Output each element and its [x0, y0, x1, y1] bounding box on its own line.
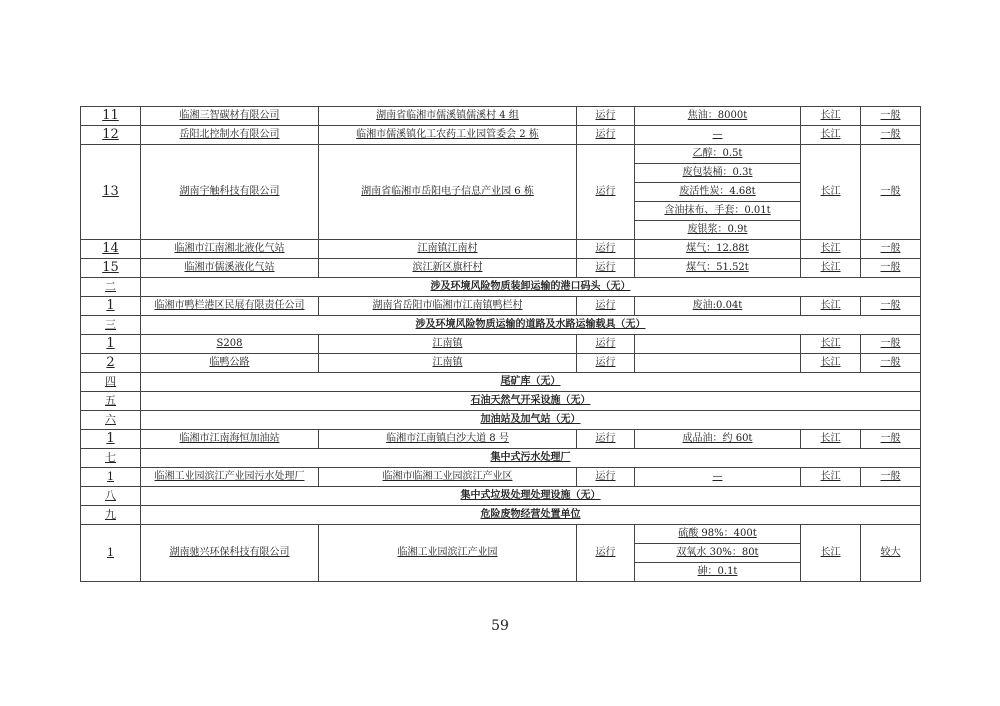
company-name: 临湘市江南海恒加油站 [141, 430, 319, 449]
section-number: 四 [81, 373, 141, 392]
row-number: 13 [81, 145, 141, 240]
section-title: 石油天然气开采设施（无） [141, 392, 921, 411]
risk-level: 一般 [861, 297, 921, 316]
section-number: 二 [81, 278, 141, 297]
risk-material: 废油:0.04t [635, 297, 801, 316]
company-name: 临鸭公路 [141, 354, 319, 373]
section-number: 八 [81, 487, 141, 506]
risk-material [635, 354, 801, 373]
river: 长江 [801, 335, 861, 354]
section-title: 尾矿库（无） [141, 373, 921, 392]
address: 临湘工业园滨江产业园 [319, 525, 577, 582]
risk-level: 较大 [861, 525, 921, 582]
row-number: 11 [81, 107, 141, 126]
section-title: 集中式污水处理厂 [141, 449, 921, 468]
section-row [81, 392, 921, 411]
row-number: 2 [81, 354, 141, 373]
section-row [81, 411, 921, 430]
section-row [81, 506, 921, 525]
section-title: 集中式垃圾处理处理设施（无） [141, 487, 921, 506]
table-row [81, 335, 921, 354]
table-row [81, 126, 921, 145]
company-name: 临湘市儒溪液化气站 [141, 259, 319, 278]
status: 运行 [577, 259, 635, 278]
risk-material: 废包装桶：0.3t [635, 164, 801, 183]
risk-level: 一般 [861, 354, 921, 373]
risk-material: 焦油：8000t [635, 107, 801, 126]
river: 长江 [801, 107, 861, 126]
river: 长江 [801, 126, 861, 145]
address: 江南镇 [319, 354, 577, 373]
risk-material: 废活性炭：4.68t [635, 183, 801, 202]
section-row [81, 316, 921, 335]
section-row [81, 487, 921, 506]
risk-material: 含油抹布、手套：0.01t [635, 202, 801, 221]
table-row [81, 525, 921, 544]
table-row [81, 297, 921, 316]
section-title: 涉及环境风险物质装卸运输的港口码头（无） [141, 278, 921, 297]
status: 运行 [577, 145, 635, 240]
section-title: 加油站及加气站（无） [141, 411, 921, 430]
company-name: 湖南宇触科技有限公司 [141, 145, 319, 240]
river: 长江 [801, 468, 861, 487]
risk-level: 一般 [861, 240, 921, 259]
company-name: 临湘市江南湘北液化气站 [141, 240, 319, 259]
row-number: 1 [81, 430, 141, 449]
section-number: 七 [81, 449, 141, 468]
company-name: 岳阳北控制水有限公司 [141, 126, 319, 145]
risk-material: 废银浆：0.9t [635, 221, 801, 240]
company-name: 临湘市鸭栏港区民展有限责任公司 [141, 297, 319, 316]
row-number: 14 [81, 240, 141, 259]
risk-material: 煤气：12.88t [635, 240, 801, 259]
river: 长江 [801, 240, 861, 259]
row-number: 1 [81, 335, 141, 354]
row-number: 1 [81, 468, 141, 487]
table-row [81, 354, 921, 373]
address: 湖南省临湘市岳阳电子信息产业园 6 栋 [319, 145, 577, 240]
status: 运行 [577, 335, 635, 354]
company-name: S208 [141, 335, 319, 354]
status: 运行 [577, 297, 635, 316]
river: 长江 [801, 525, 861, 582]
risk-level: 一般 [861, 430, 921, 449]
river: 长江 [801, 145, 861, 240]
section-title: 危险废物经营处置单位 [141, 506, 921, 525]
risk-material: — [635, 468, 801, 487]
section-row [81, 449, 921, 468]
section-number: 五 [81, 392, 141, 411]
company-name: 临湘工业园滨江产业园污水处理厂 [141, 468, 319, 487]
table-row [81, 107, 921, 126]
row-number: 15 [81, 259, 141, 278]
section-row [81, 373, 921, 392]
status: 运行 [577, 240, 635, 259]
address: 临湘市江南镇白沙大道 8 号 [319, 430, 577, 449]
risk-material: — [635, 126, 801, 145]
risk-material: 双氧水 30%：80t [635, 544, 801, 563]
table-row [81, 468, 921, 487]
risk-table-body [81, 107, 921, 582]
address: 湖南省临湘市儒溪镇儒溪村 4 组 [319, 107, 577, 126]
section-title: 涉及环境风险物质运输的道路及水路运输载具（无） [141, 316, 921, 335]
section-row [81, 278, 921, 297]
company-name: 临湘三智碳材有限公司 [141, 107, 319, 126]
company-name: 湖南驰兴环保科技有限公司 [141, 525, 319, 582]
risk-level: 一般 [861, 107, 921, 126]
address: 湖南省岳阳市临湘市江南镇鸭栏村 [319, 297, 577, 316]
status: 运行 [577, 468, 635, 487]
risk-material: 成品油：约 60t [635, 430, 801, 449]
section-number: 六 [81, 411, 141, 430]
risk-material: 砷：0.1t [635, 563, 801, 582]
status: 运行 [577, 430, 635, 449]
status: 运行 [577, 107, 635, 126]
row-number: 1 [81, 297, 141, 316]
status: 运行 [577, 354, 635, 373]
risk-level: 一般 [861, 145, 921, 240]
risk-material: 煤气：51.52t [635, 259, 801, 278]
address: 江南镇 [319, 335, 577, 354]
row-number: 12 [81, 126, 141, 145]
risk-material [635, 335, 801, 354]
river: 长江 [801, 430, 861, 449]
address: 临湘市儒溪镇化工农药工业园管委会 2 栋 [319, 126, 577, 145]
risk-material: 硫酸 98%：400t [635, 525, 801, 544]
status: 运行 [577, 126, 635, 145]
row-number: 1 [81, 525, 141, 582]
table-row [81, 259, 921, 278]
risk-level: 一般 [861, 259, 921, 278]
table-row [81, 240, 921, 259]
risk-level: 一般 [861, 335, 921, 354]
river: 长江 [801, 354, 861, 373]
page-number: 59 [491, 618, 509, 634]
address: 滨江新区旗杆村 [319, 259, 577, 278]
river: 长江 [801, 259, 861, 278]
address: 江南镇江南村 [319, 240, 577, 259]
table-row [81, 430, 921, 449]
section-number: 九 [81, 506, 141, 525]
address: 临湘市临湘工业园滨江产业区 [319, 468, 577, 487]
risk-material: 乙醇：0.5t [635, 145, 801, 164]
risk-source-table [80, 106, 921, 582]
risk-level: 一般 [861, 468, 921, 487]
status: 运行 [577, 525, 635, 582]
river: 长江 [801, 297, 861, 316]
section-number: 三 [81, 316, 141, 335]
table-row [81, 145, 921, 164]
risk-level: 一般 [861, 126, 921, 145]
